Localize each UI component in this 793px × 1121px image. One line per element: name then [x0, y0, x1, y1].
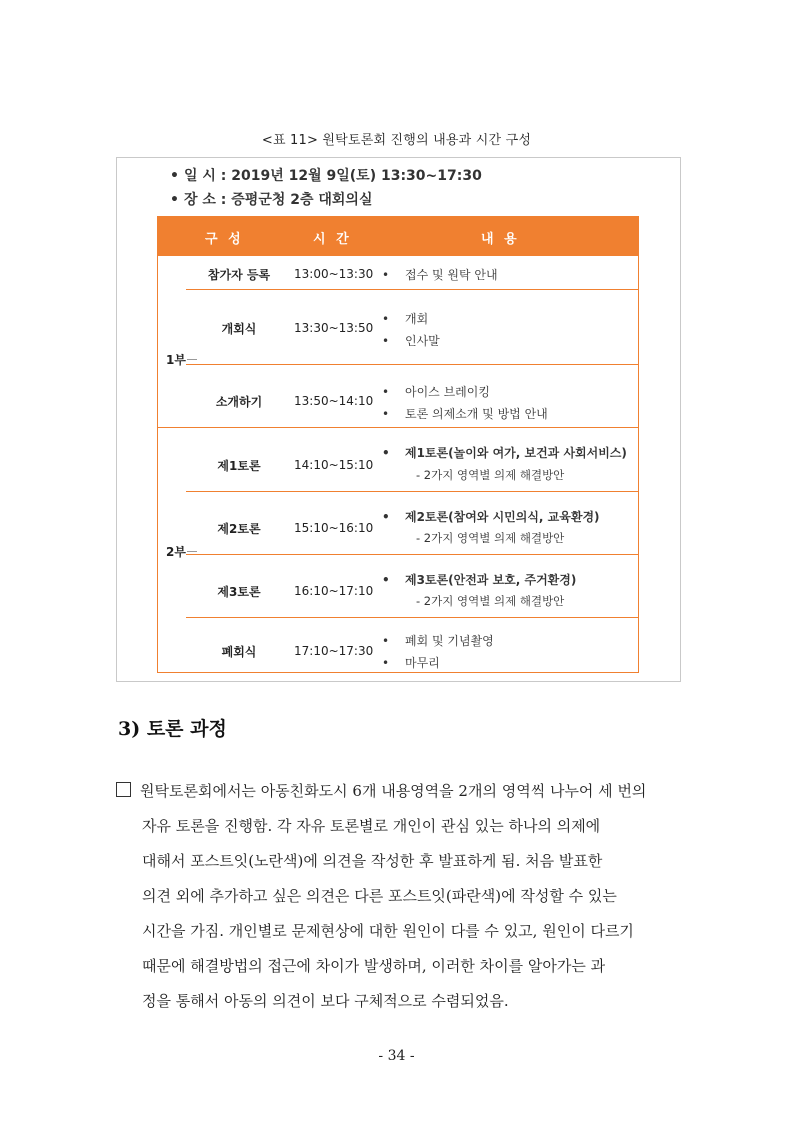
bullet-mark: • — [382, 510, 390, 524]
paragraph-line: 자유 토론을 진행함. 각 자유 토론별로 개인이 관심 있는 하나의 의제에 — [142, 817, 601, 835]
info-bullet: • — [170, 192, 179, 208]
table-header — [158, 217, 638, 256]
row-item — [382, 332, 440, 349]
table-row — [158, 618, 638, 673]
table-row — [158, 256, 638, 289]
table-row — [158, 492, 638, 554]
body-paragraph — [116, 780, 680, 1025]
bullet-mark: • — [382, 385, 390, 399]
row-name: 폐회식 — [221, 645, 257, 659]
row-item-text: 제2토론(참여와 시민의식, 교육환경) — [405, 510, 600, 524]
row-item — [382, 405, 548, 422]
row-item — [382, 310, 428, 327]
row-time: 17:10~17:30 — [294, 644, 374, 658]
row-name: 제2토론 — [217, 522, 261, 536]
paragraph-text: 원탁토론회에서는 아동친화도시 6개 내용영역을 2개의 영역씩 나누어 세 번의 — [140, 782, 647, 800]
row-time: 14:10~15:10 — [294, 458, 374, 472]
row-item — [382, 632, 494, 649]
row-item — [382, 571, 576, 588]
row-name: 제1토론 — [217, 459, 261, 473]
part-label-1: 1부 — [166, 353, 186, 367]
row-item-text: 아이스 브레이킹 — [405, 385, 490, 399]
table-row — [158, 555, 638, 617]
bullet-mark: • — [382, 656, 390, 670]
row-time: 15:10~16:10 — [294, 521, 374, 535]
header-content: 내 용 — [481, 232, 520, 247]
row-item-text: 마무리 — [405, 656, 440, 670]
info-date — [170, 165, 482, 185]
row-item — [382, 508, 600, 525]
paragraph-line: 대해서 포스트잇(노란색)에 의견을 작성한 후 발표하게 됨. 처음 발표한 — [142, 852, 603, 870]
table-row — [158, 365, 638, 427]
table-row — [158, 428, 638, 491]
row-name: 소개하기 — [215, 395, 263, 409]
paragraph-line: 정을 통해서 아동의 의견이 보다 구체적으로 수렴되었음. — [142, 992, 509, 1010]
row-time: 13:30~13:50 — [294, 321, 374, 335]
bullet-mark: • — [382, 634, 390, 648]
row-item — [382, 654, 440, 671]
bullet-mark: • — [382, 268, 390, 282]
row-time: 13:50~14:10 — [294, 394, 374, 408]
bullet-mark: • — [382, 573, 390, 587]
checkbox-icon — [116, 782, 131, 797]
section-heading: 3) 토론 과정 — [118, 718, 227, 740]
row-item-text: 인사말 — [405, 334, 440, 348]
row-item — [382, 266, 498, 283]
info-bullet: • — [170, 168, 179, 184]
row-subitem: - 2가지 영역별 의제 해결방안 — [416, 468, 565, 482]
table-row — [158, 290, 638, 364]
row-item-text: 제3토론(안전과 보호, 주거환경) — [405, 573, 577, 587]
row-time: 16:10~17:10 — [294, 584, 374, 598]
row-item-text: 접수 및 원탁 안내 — [405, 268, 498, 282]
info-place-text: 장 소 : 증평군청 2층 대회의실 — [184, 192, 373, 208]
bullet-mark: • — [382, 446, 390, 460]
paragraph-line: 때문에 해결방법의 접근에 차이가 발생하며, 이러한 차이를 알아가는 과 — [142, 957, 606, 975]
row-time: 13:00~13:30 — [294, 267, 374, 281]
row-item-text: 토론 의제소개 및 방법 안내 — [405, 407, 548, 421]
table-caption: <표 11> 원탁토론회 진행의 내용과 시간 구성 — [261, 133, 532, 148]
schedule-table — [157, 216, 639, 673]
paragraph-line: 시간을 가짐. 개인별로 문제현상에 대한 원인이 다를 수 있고, 원인이 다르기 — [142, 922, 634, 940]
paragraph-line: 의견 외에 추가하고 싶은 의견은 다른 포스트잇(파란색)에 작성할 수 있는 — [142, 887, 617, 905]
row-item-text: 개회 — [405, 312, 429, 326]
header-time: 시 간 — [313, 232, 352, 247]
bullet-mark: • — [382, 334, 390, 348]
part-label-2: 2부 — [166, 545, 186, 559]
bullet-mark: • — [382, 312, 390, 326]
row-item-text: 폐회 및 기념촬영 — [405, 634, 494, 648]
page-number: - 34 - — [378, 1048, 415, 1064]
row-name: 참가자 등록 — [207, 268, 271, 282]
info-place — [170, 189, 372, 209]
row-item-text: 제1토론(놀이와 여가, 보건과 사회서비스) — [405, 446, 627, 460]
header-composition: 구 성 — [205, 232, 244, 247]
row-name: 개회식 — [221, 322, 257, 336]
row-item — [382, 444, 627, 461]
row-subitem: - 2가지 영역별 의제 해결방안 — [416, 594, 565, 608]
bullet-mark: • — [382, 407, 390, 421]
paragraph-line — [116, 780, 680, 815]
row-item — [382, 383, 490, 400]
row-subitem: - 2가지 영역별 의제 해결방안 — [416, 531, 565, 545]
row-name: 제3토론 — [217, 585, 261, 599]
info-date-text: 일 시 : 2019년 12월 9일(토) 13:30~17:30 — [184, 168, 482, 184]
